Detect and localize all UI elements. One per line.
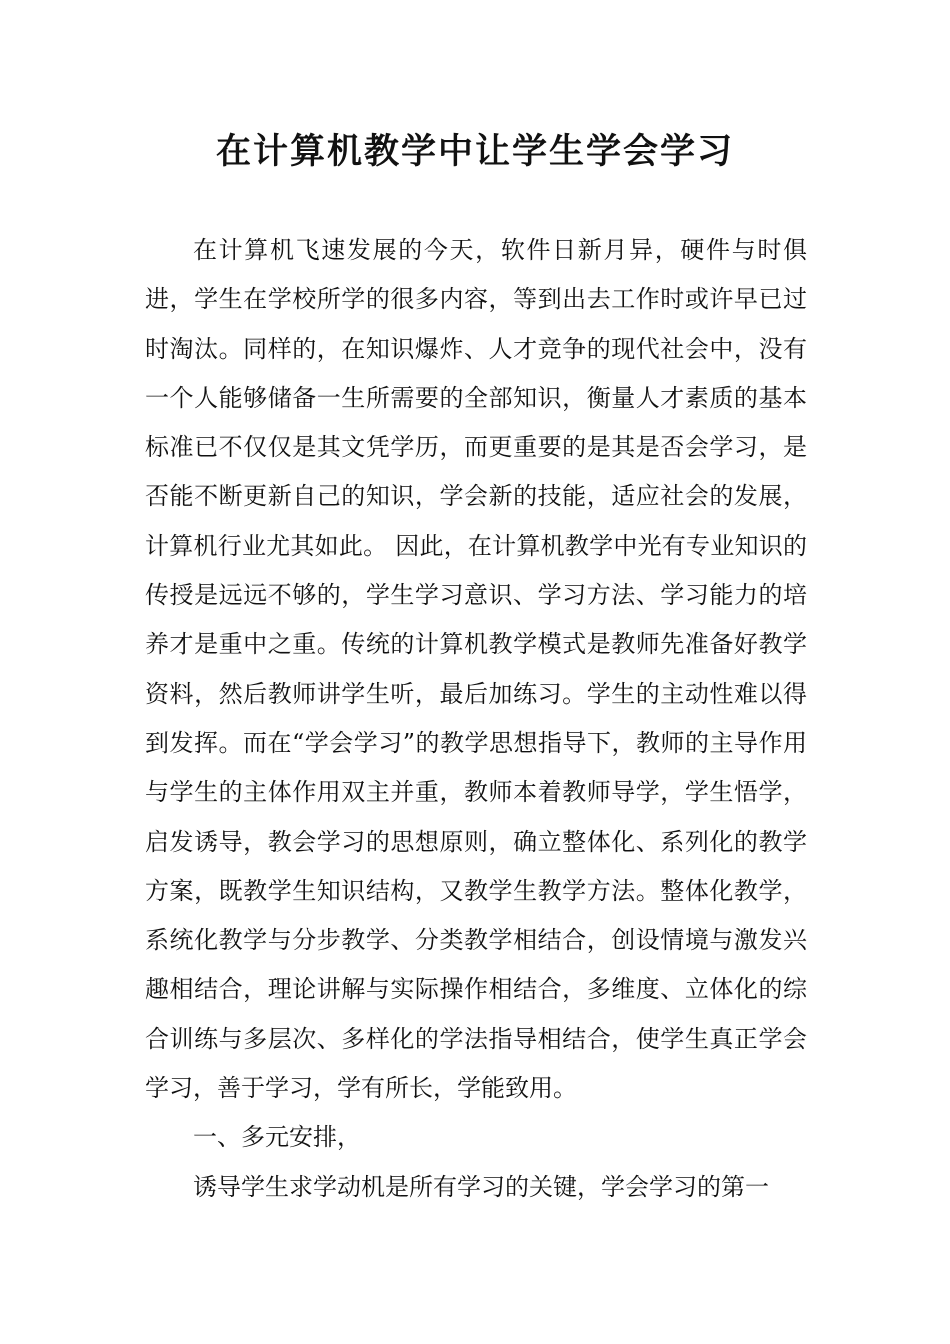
document-title: 在计算机教学中让学生学会学习 <box>215 132 734 172</box>
paragraph-section-1: 诱导学生求学动机是所有学习的关键，学会学习的第一 <box>193 1172 769 1201</box>
paragraph-intro: 在计算机飞速发展的今天，软件日新月异，硬件与时俱进，学生在学校所学的很多内容，等到出去工作时或许早已过时淘汰。同样的，在知识爆炸、人才竞争的现代社会中，没有一个人能够储备一生所需要的全部知识，衡量人才素质的基本标准已不仅仅是其文凭学历，而更重要的是其是否会学习，是否能不断更新自己的知识，学会新的技能，适应社会的发展，计算机行业尤其如此。 因此，在计算机教学中光有专业知识的传授是远远不够的，学生学习意识、学习方法、学习能力的培养才是重中之重。传统的计算机教学模式是教师先准备好教学资料，然后教师讲学生听，最后加练习。学生的主动性难以得到发挥。而在“学会学习”的教学思想指导下，教师的主导作用与学生的主体作用双主并重，教师本着教师导学，学生悟学，启发诱导，教会学习的思想原则，确立整体化、系列化的教学方案，既教学生知识结构，又教学生教学方法。整体化教学，系统化教学与分步教学、分类教学相结合，创设情境与激发兴趣相结合，理论讲解与实际操作相结合，多维度、立体化的综合训练与多层次、多样化的学法指导相结合，使学生真正学会学习，善于学习，学有所长，学能致用。 <box>145 236 807 1103</box>
section-heading-1: 一、多元安排， <box>193 1123 361 1152</box>
document-body <box>145 226 807 1212</box>
